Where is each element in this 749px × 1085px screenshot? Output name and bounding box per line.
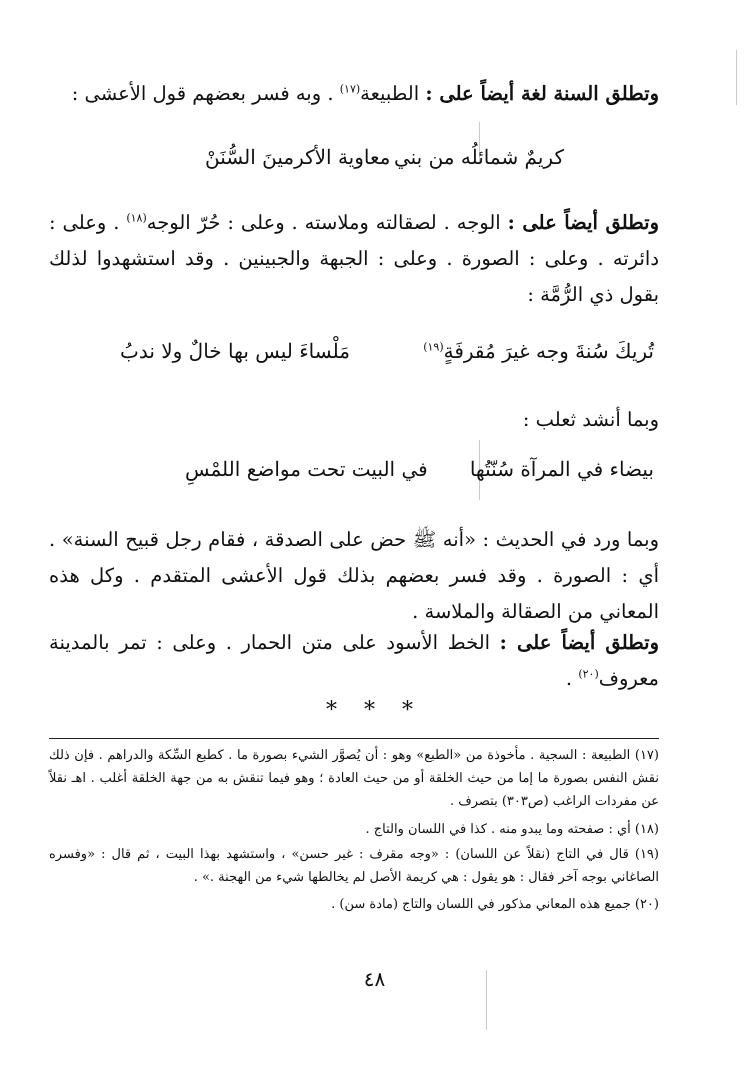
- paragraph-text: الطبيعة: [360, 82, 426, 105]
- verse-2-first-hemistich-text: تُريكَ سُنةَ وجه غيرَ مُقرفَةٍ: [443, 339, 654, 363]
- verse-3-first-hemistich: بيضاء في المرآة سُنّتُها: [469, 457, 654, 481]
- paragraph-sunna-face: [49, 205, 659, 313]
- paragraph-lead: وتطلق أيضاً على :: [507, 211, 660, 234]
- footnote-17: (١٧) الطبيعة : السجية . مأخوذة من «الطبع» وهو : أن يُصوَّر الشيء بصورة ما . كطبع السِّكة والدراهم . فإن ذلك نقش النفس بصورة ما إما من حيث الخلقة أو من حيث العادة ؛ وهو فيما تنقش به من جهة الخلقة أغلب . اهـ نقلاً عن مفردات الراغب (ص٣٠٣) بتصرف .: [49, 748, 659, 809]
- verse-1-first-hemistich: كريمٌ شمائلُه من بني: [393, 145, 564, 169]
- footnote-ref-18: (١٨): [126, 211, 147, 225]
- footnote-ref-17: (١٧): [339, 82, 361, 96]
- paragraph-hadith: وبما ورد في الحديث : «أنه ﷺ حض على الصدقة ، فقام رجل قبيح السنة» . أي : الصورة . وقد فسر بعضهم بذلك قول الأعشى المتقدم . وكل هذه المعاني من الصقالة والملاسة .: [49, 528, 659, 623]
- paragraph-sunna-stripe: [49, 625, 659, 697]
- verse-2-first-hemistich: [423, 339, 654, 363]
- paragraph-lead: وتطلق أيضاً على :: [499, 631, 659, 654]
- footnote-rule: [49, 738, 659, 739]
- paragraph-sunna-nature: [49, 76, 659, 112]
- footnote-19: (١٩) قال في التاج (نقلاً عن اللسان) : «وجه مقرف : غير حسن» ، واستشهد بهذا البيت ، ثم قال : «وفسره الصاغاني بوجه آخر فقال : هو يقول : هي كريمة الأصل لم يخالطها شيء من الهجنة .» .: [49, 847, 659, 885]
- paragraph-text: الخط الأسود على متن الحمار . وعلى : تمر بالمدينة معروف: [49, 631, 659, 690]
- paragraph-lead: وتطلق السنة لغة أيضاً على :: [425, 82, 659, 105]
- page-number: ٤٨: [363, 967, 386, 991]
- verse-1-second-hemistich: معاوية الأكرمينَ السُّنَنْ: [205, 145, 391, 169]
- footnote-18: (١٨) أي : صفحته وما يبدو منه . كذا في اللسان والتاج .: [365, 822, 659, 837]
- footnote-20: (٢٠) جميع هذه المعاني مذكور في اللسان والتاج (مادة سن) .: [331, 897, 659, 912]
- paragraph-text-tail: . وبه فسر بعضهم قول الأعشى :: [71, 82, 340, 105]
- section-divider: * * *: [326, 698, 423, 723]
- footnote-ref-19: (١٩): [423, 340, 444, 354]
- verse-2-second-hemistich: مَلْساءَ ليس بها خالٌ ولا ندبُ: [120, 339, 350, 363]
- footnote-ref-20: (٢٠): [578, 667, 599, 681]
- paragraph-text: الوجه . لصقالته وملاسته . وعلى : حُرّ الوجه: [146, 211, 508, 234]
- paragraph-text-tail: . وعلى : دائرته . وعلى : الصورة . وعلى : الجبهة والجبينين . وقد استشهدوا لذلك بقول ذي الرُّمَّة :: [49, 211, 659, 306]
- verse-3-second-hemistich: في البيت تحت مواضع اللمْسِ: [185, 457, 428, 481]
- paragraph-text-tail: .: [565, 667, 579, 690]
- paragraph-thaalab: وبما أنشد ثعلب :: [522, 408, 659, 431]
- scan-artifact-line: [736, 50, 737, 105]
